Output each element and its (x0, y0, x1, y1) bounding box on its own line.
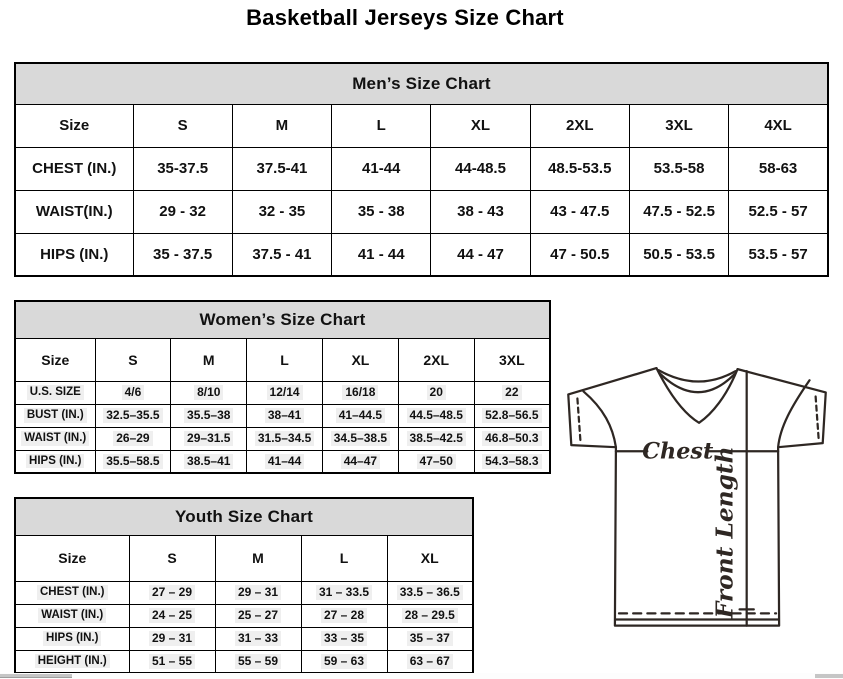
womens-row-0 (15, 381, 550, 404)
youth-cell-0-3: 31 – 33.5 (301, 581, 387, 604)
youth-col-header-1: S (129, 535, 215, 581)
mens-cell-2-2: 37.5 - 41 (232, 233, 331, 276)
jersey-measurement-diagram (558, 360, 834, 656)
womens-cell-2-2: 29–31.5 (171, 427, 247, 450)
mens-col-header-4: XL (431, 104, 530, 147)
front-length-label: Front Length (711, 446, 739, 619)
womens-cell-3-5: 47–50 (398, 450, 474, 473)
mens-cell-0-5: 48.5-53.5 (530, 147, 629, 190)
youth-cell-2-4: 35 – 37 (387, 627, 473, 650)
mens-cell-2-6: 50.5 - 53.5 (629, 233, 728, 276)
mens-cell-0-3: 41-44 (332, 147, 431, 190)
womens-col-header-0: Size (15, 338, 95, 381)
mens-col-header-5: 2XL (530, 104, 629, 147)
youth-cell-2-1: 29 – 31 (129, 627, 215, 650)
womens-row-label-1: BUST (IN.) (15, 404, 95, 427)
womens-cell-1-4: 41–44.5 (322, 404, 398, 427)
womens-row-3 (15, 450, 550, 473)
jersey-outline-shape (568, 368, 825, 625)
womens-row-label-0: U.S. SIZE (15, 381, 95, 404)
mens-cell-1-4: 38 - 43 (431, 190, 530, 233)
mens-cell-1-7: 52.5 - 57 (729, 190, 828, 233)
womens-row-2 (15, 427, 550, 450)
womens-cell-1-5: 44.5–48.5 (398, 404, 474, 427)
youth-cell-1-1: 24 – 25 (129, 604, 215, 627)
womens-cell-2-4: 34.5–38.5 (322, 427, 398, 450)
womens-cell-0-6: 22 (474, 381, 550, 404)
youth-cell-0-4: 33.5 – 36.5 (387, 581, 473, 604)
mens-col-header-3: L (332, 104, 431, 147)
mens-cell-2-7: 53.5 - 57 (729, 233, 828, 276)
mens-row-label-2: HIPS (IN.) (15, 233, 133, 276)
youth-col-header-4: XL (387, 535, 473, 581)
mens-cell-0-1: 35-37.5 (133, 147, 232, 190)
youth-size-chart-table (14, 497, 474, 674)
horizontal-scrollbar[interactable] (0, 673, 843, 679)
mens-row-label-0: CHEST (IN.) (15, 147, 133, 190)
chest-label: Chest (642, 438, 714, 465)
mens-row-label-1: WAIST(IN.) (15, 190, 133, 233)
womens-size-chart-table (14, 300, 551, 474)
youth-cell-0-1: 27 – 29 (129, 581, 215, 604)
mens-col-header-7: 4XL (729, 104, 828, 147)
womens-col-header-5: 2XL (398, 338, 474, 381)
womens-cell-1-1: 32.5–35.5 (95, 404, 171, 427)
youth-cell-2-3: 33 – 35 (301, 627, 387, 650)
mens-cell-2-3: 41 - 44 (332, 233, 431, 276)
mens-cell-0-7: 58-63 (729, 147, 828, 190)
mens-cell-1-3: 35 - 38 (332, 190, 431, 233)
mens-cell-1-2: 32 - 35 (232, 190, 331, 233)
youth-row-label-3: HEIGHT (IN.) (15, 650, 129, 673)
mens-row-2 (15, 233, 828, 276)
womens-cell-3-6: 54.3–58.3 (474, 450, 550, 473)
womens-col-header-6: 3XL (474, 338, 550, 381)
youth-cell-1-2: 25 – 27 (215, 604, 301, 627)
mens-col-header-2: M (232, 104, 331, 147)
womens-cell-0-5: 20 (398, 381, 474, 404)
womens-cell-3-2: 38.5–41 (171, 450, 247, 473)
womens-cell-3-3: 41–44 (247, 450, 323, 473)
womens-cell-0-3: 12/14 (247, 381, 323, 404)
mens-cell-1-1: 29 - 32 (133, 190, 232, 233)
youth-cell-1-4: 28 – 29.5 (387, 604, 473, 627)
womens-cell-2-6: 46.8–50.3 (474, 427, 550, 450)
youth-cell-3-4: 63 – 67 (387, 650, 473, 673)
mens-col-header-0: Size (15, 104, 133, 147)
youth-table-title: Youth Size Chart (15, 498, 473, 535)
mens-cell-1-5: 43 - 47.5 (530, 190, 629, 233)
mens-cell-0-4: 44-48.5 (431, 147, 530, 190)
womens-cell-1-6: 52.8–56.5 (474, 404, 550, 427)
womens-col-header-3: L (247, 338, 323, 381)
youth-col-header-3: L (301, 535, 387, 581)
mens-cell-2-1: 35 - 37.5 (133, 233, 232, 276)
scrollbar-thumb[interactable] (0, 674, 72, 678)
mens-table-title: Men’s Size Chart (15, 63, 828, 104)
youth-row-label-2: HIPS (IN.) (15, 627, 129, 650)
youth-col-header-0: Size (15, 535, 129, 581)
youth-cell-2-2: 31 – 33 (215, 627, 301, 650)
mens-cell-0-2: 37.5-41 (232, 147, 331, 190)
page-title: Basketball Jerseys Size Chart (246, 5, 564, 30)
mens-cell-1-6: 47.5 - 52.5 (629, 190, 728, 233)
mens-row-1 (15, 190, 828, 233)
youth-row-label-1: WAIST (IN.) (15, 604, 129, 627)
youth-cell-0-2: 29 – 31 (215, 581, 301, 604)
womens-cell-0-2: 8/10 (171, 381, 247, 404)
womens-cell-0-4: 16/18 (322, 381, 398, 404)
womens-cell-2-5: 38.5–42.5 (398, 427, 474, 450)
youth-col-header-2: M (215, 535, 301, 581)
womens-col-header-2: M (171, 338, 247, 381)
mens-cell-2-4: 44 - 47 (431, 233, 530, 276)
mens-cell-0-6: 53.5-58 (629, 147, 728, 190)
womens-cell-3-1: 35.5–58.5 (95, 450, 171, 473)
youth-cell-3-2: 55 – 59 (215, 650, 301, 673)
youth-row-2 (15, 627, 473, 650)
womens-cell-0-1: 4/6 (95, 381, 171, 404)
mens-col-header-1: S (133, 104, 232, 147)
womens-cell-1-3: 38–41 (247, 404, 323, 427)
womens-cell-2-1: 26–29 (95, 427, 171, 450)
youth-row-1 (15, 604, 473, 627)
womens-cell-1-2: 35.5–38 (171, 404, 247, 427)
womens-table-title: Women’s Size Chart (15, 301, 550, 338)
womens-row-1 (15, 404, 550, 427)
youth-cell-1-3: 27 – 28 (301, 604, 387, 627)
womens-row-label-2: WAIST (IN.) (15, 427, 95, 450)
youth-cell-3-3: 59 – 63 (301, 650, 387, 673)
womens-cell-3-4: 44–47 (322, 450, 398, 473)
mens-row-0 (15, 147, 828, 190)
womens-cell-2-3: 31.5–34.5 (247, 427, 323, 450)
scrollbar-corner (815, 674, 843, 678)
youth-row-3 (15, 650, 473, 673)
youth-cell-3-1: 51 – 55 (129, 650, 215, 673)
youth-row-0 (15, 581, 473, 604)
mens-size-chart-table (14, 62, 829, 277)
womens-col-header-1: S (95, 338, 171, 381)
womens-col-header-4: XL (322, 338, 398, 381)
mens-col-header-6: 3XL (629, 104, 728, 147)
mens-cell-2-5: 47 - 50.5 (530, 233, 629, 276)
youth-row-label-0: CHEST (IN.) (15, 581, 129, 604)
womens-row-label-3: HIPS (IN.) (15, 450, 95, 473)
